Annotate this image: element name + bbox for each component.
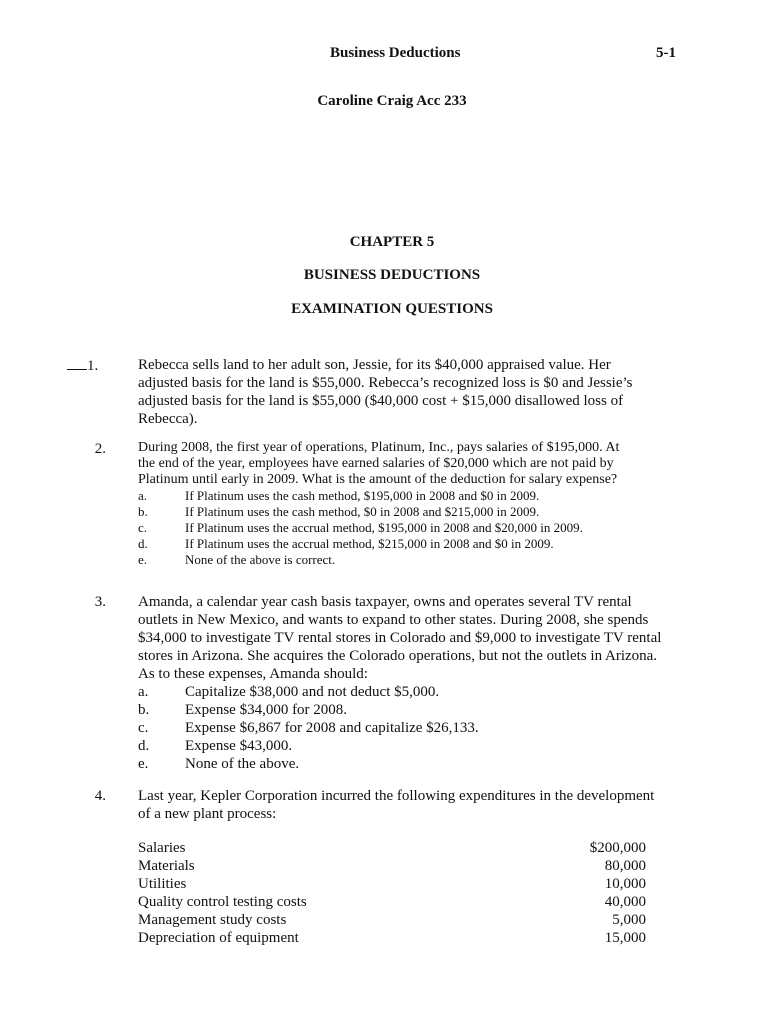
- chapter-subject: BUSINESS DEDUCTIONS: [303, 267, 481, 283]
- section-title: EXAMINATION QUESTIONS: [291, 301, 493, 317]
- question-line: of a new plant process:: [138, 806, 277, 822]
- option-letter: a.: [138, 684, 149, 700]
- question-2-text: [138, 440, 678, 488]
- question-line: Rebecca sells land to her adult son, Jessie, for its $40,000 appraised value. Her: [138, 357, 611, 373]
- question-line: $34,000 to investigate TV rental stores in Colorado and $9,000 to investigate TV rental: [138, 630, 662, 646]
- question-line: the end of the year, employees have earned salaries of $20,000 which are not paid by: [138, 456, 614, 471]
- expense-row: [138, 875, 658, 893]
- option-letter: d.: [138, 738, 150, 754]
- expense-table: [138, 839, 658, 947]
- option-letter: c.: [138, 720, 149, 736]
- option-text: None of the above is correct.: [185, 552, 336, 567]
- option-text: Expense $6,867 for 2008 and capitalize $26,133.: [185, 720, 479, 736]
- question-3-text: [138, 593, 678, 683]
- expense-item: Utilities: [138, 876, 187, 892]
- expense-item: Quality control testing costs: [138, 894, 307, 910]
- expense-amount: 80,000: [604, 858, 646, 874]
- chapter-label: CHAPTER 5: [349, 234, 435, 250]
- question-4-number: 4.: [94, 788, 106, 804]
- expense-row: [138, 929, 658, 947]
- expense-amount: 10,000: [604, 876, 646, 892]
- expense-item: Materials: [138, 858, 195, 874]
- expense-amount: 40,000: [604, 894, 646, 910]
- question-line: Amanda, a calendar year cash basis taxpayer, owns and operates several TV rental: [138, 594, 632, 610]
- option-letter: b.: [138, 702, 150, 718]
- question-line: outlets in New Mexico, and wants to expand to other states. During 2008, she spends: [138, 612, 649, 628]
- running-header-title: Business Deductions: [330, 45, 461, 61]
- question-line: stores in Arizona. She acquires the Colorado operations, but not the outlets in Arizona.: [138, 648, 658, 664]
- expense-row: [138, 857, 658, 875]
- question-number: 1.: [87, 358, 99, 374]
- question-line: Last year, Kepler Corporation incurred the following expenditures in the development: [138, 788, 655, 804]
- question-3-number: 3.: [94, 594, 106, 610]
- option-text: Expense $34,000 for 2008.: [185, 702, 348, 718]
- option-letter: a.: [138, 488, 148, 503]
- question-line: adjusted basis for the land is $55,000. Rebecca’s recognized loss is $0 and Jessie’s: [138, 375, 633, 391]
- question-line: As to these expenses, Amanda should:: [138, 666, 368, 682]
- option-text: If Platinum uses the cash method, $0 in 2008 and $215,000 in 2009.: [185, 504, 540, 519]
- expense-row: [138, 839, 658, 857]
- question-line: Rebecca).: [138, 411, 198, 427]
- expense-amount: $200,000: [589, 840, 646, 856]
- option-text: If Platinum uses the cash method, $195,000 in 2008 and $0 in 2009.: [185, 488, 540, 503]
- option-letter: c.: [138, 520, 148, 535]
- author-line: Caroline Craig Acc 233: [317, 93, 467, 109]
- option-text: Expense $43,000.: [185, 738, 293, 754]
- page-number: 5-1: [656, 45, 676, 61]
- question-1-number: [67, 356, 98, 375]
- expense-item: Management study costs: [138, 912, 287, 928]
- option-text: If Platinum uses the accrual method, $195,000 in 2008 and $20,000 in 2009.: [185, 520, 583, 535]
- expense-row: [138, 893, 658, 911]
- answer-blank: [67, 356, 87, 370]
- option-text: If Platinum uses the accrual method, $215,000 in 2008 and $0 in 2009.: [185, 536, 554, 551]
- expense-item: Depreciation of equipment: [138, 930, 299, 946]
- question-line: Platinum until early in 2009. What is the amount of the deduction for salary expense?: [138, 472, 618, 487]
- question-line: During 2008, the first year of operations, Platinum, Inc., pays salaries of $195,000. At: [138, 440, 620, 455]
- expense-item: Salaries: [138, 840, 186, 856]
- expense-row: [138, 911, 658, 929]
- question-1-text: [138, 356, 678, 428]
- option-letter: e.: [138, 756, 149, 772]
- option-text: None of the above.: [185, 756, 300, 772]
- option-letter: d.: [138, 536, 148, 551]
- expense-amount: 5,000: [612, 912, 646, 928]
- question-4-text: [138, 787, 678, 823]
- question-2-number: 2.: [94, 441, 106, 457]
- option-letter: b.: [138, 504, 148, 519]
- expense-amount: 15,000: [604, 930, 646, 946]
- option-letter: e.: [138, 552, 148, 567]
- option-text: Capitalize $38,000 and not deduct $5,000.: [185, 684, 440, 700]
- question-line: adjusted basis for the land is $55,000 ($40,000 cost + $15,000 disallowed loss of: [138, 393, 624, 409]
